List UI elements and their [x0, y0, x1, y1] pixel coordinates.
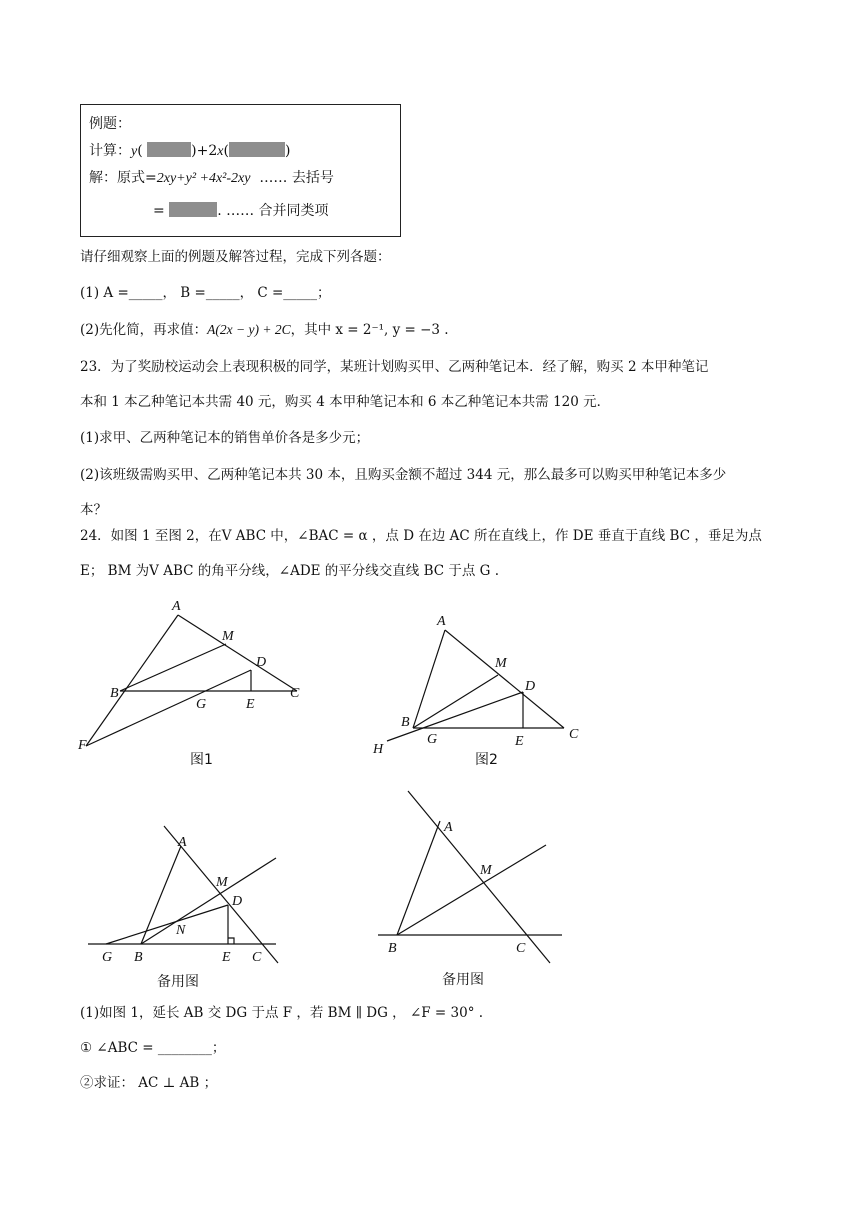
figure-4 — [370, 785, 570, 995]
step-note-2: …… 合并同类项 — [226, 203, 329, 219]
fig1-segment-AC — [178, 615, 297, 691]
q23-part2-line1: (2)该班级需购买甲、乙两种笔记本共 30 本，且购买金额不超过 344 元，那么最多可以购买甲种笔记本多少 — [80, 467, 727, 483]
q24-sub2: ②求证： AC ⊥ AB ； — [80, 1075, 218, 1091]
hidden-expression-b — [229, 142, 285, 157]
fig3-label-A: A — [178, 835, 187, 850]
q22-expression: A(2x − y) + 2C — [207, 322, 291, 337]
fig1-label-D: D — [256, 655, 267, 670]
fig2-label-H: H — [373, 742, 384, 757]
fig3-caption: 备用图 — [157, 974, 199, 990]
calc-prefix: 计算： — [89, 143, 131, 159]
fig4-label-B: B — [388, 941, 397, 956]
fig4-caption: 备用图 — [442, 972, 484, 988]
q24-line2: E； BM 为V ABC 的角平分线，∠ADE 的平分线交直线 BC 于点 G . — [80, 563, 500, 579]
example-box — [80, 104, 401, 237]
q23-part2-line2: 本？ — [80, 502, 107, 518]
fig1-label-F: F — [78, 738, 87, 753]
figure-3 — [80, 820, 290, 995]
fig1-caption: 图1 — [190, 752, 213, 768]
fig1-label-A: A — [172, 599, 181, 614]
q22-part2: (2)先化简，再求值：A(2x − y) + 2C，其中 x = 2⁻¹, y = −3 . — [80, 322, 449, 338]
fig2-label-M: M — [495, 656, 507, 671]
fig2-label-E: E — [515, 734, 524, 749]
fig1-label-G: G — [196, 697, 207, 712]
fig1-segment-BM — [120, 644, 226, 691]
figure-2 — [365, 605, 595, 780]
fig3-label-G: G — [102, 950, 113, 965]
fig2-label-C: C — [569, 727, 579, 742]
fig2-label-A: A — [437, 614, 446, 629]
example-solution-line: 解：原式=2xy+y² +4x²-2xy …… 去括号 — [89, 170, 334, 186]
fig3-right-angle-mark — [228, 938, 234, 944]
q23-part1: (1)求甲、乙两种笔记本的销售单价各是多少元； — [80, 430, 370, 446]
fig1-label-C: C — [290, 686, 300, 701]
step-note-1: …… 去括号 — [259, 170, 334, 186]
fig2-label-G: G — [427, 732, 438, 747]
fig3-segment-AB — [141, 846, 181, 944]
instruction-text: 请仔细观察上面的例题及解答过程，完成下列各题： — [80, 249, 391, 265]
example-combine-line: = . …… 合并同类项 — [153, 203, 329, 219]
fig4-label-C: C — [516, 941, 526, 956]
fig1-segment-FD — [86, 670, 251, 746]
fig3-label-B: B — [134, 950, 143, 965]
q23-line1: 23．为了奖励校运动会上表现积极的同学，某班计划购买甲、乙两种笔记本．经了解，购买 2 本甲种笔记 — [80, 359, 709, 375]
solution-expression: 2xy+y² +4x²-2xy — [156, 171, 251, 186]
fig2-label-D: D — [525, 679, 536, 694]
fig3-label-C: C — [252, 950, 262, 965]
fig2-segment-BM — [413, 675, 498, 728]
fig3-line-GD — [106, 905, 228, 944]
q24-sub1: ① ∠ABC = ________； — [80, 1040, 226, 1056]
fig1-label-M: M — [222, 629, 234, 644]
figure-1 — [70, 590, 330, 780]
fig2-caption: 图2 — [475, 752, 498, 768]
fig4-line-BM — [397, 845, 546, 935]
fig4-label-A: A — [444, 820, 453, 835]
fig1-label-B: B — [110, 686, 119, 701]
fig3-line-BM — [141, 858, 276, 944]
hidden-result — [169, 202, 217, 217]
fig3-label-M: M — [216, 875, 228, 890]
fig3-label-E: E — [222, 950, 231, 965]
q22-part1: (1) A =_____， B =_____， C =_____； — [80, 285, 331, 301]
fig1-label-E: E — [246, 697, 255, 712]
hidden-expression-a — [147, 142, 191, 157]
fig3-label-N: N — [176, 923, 186, 938]
example-title: 例题： — [89, 116, 131, 132]
q23-line2: 本和 1 本乙种笔记本共需 40 元，购买 4 本甲种笔记本和 6 本乙种笔记本共需 120 元． — [80, 394, 611, 410]
fig3-label-D: D — [232, 894, 243, 909]
fig1-segment-AF — [86, 615, 178, 746]
fig4-line-AC — [408, 791, 550, 963]
q24-line1: 24．如图 1 至图 2，在V ABC 中，∠BAC = α ，点 D 在边 AC 所在直线上，作 DE 垂直于直线 BC ，垂足为点 — [80, 528, 762, 544]
example-calc-line: 计算：y( )+2x( ) — [89, 143, 291, 159]
fig2-label-B: B — [401, 715, 410, 730]
fig4-segment-AB — [397, 821, 440, 935]
q24-part1: (1)如图 1，延长 AB 交 DG 于点 F ，若 BM ∥ DG ， ∠F = 30° . — [80, 1005, 484, 1021]
fig2-segment-AB — [413, 630, 445, 728]
fig4-label-M: M — [480, 863, 492, 878]
